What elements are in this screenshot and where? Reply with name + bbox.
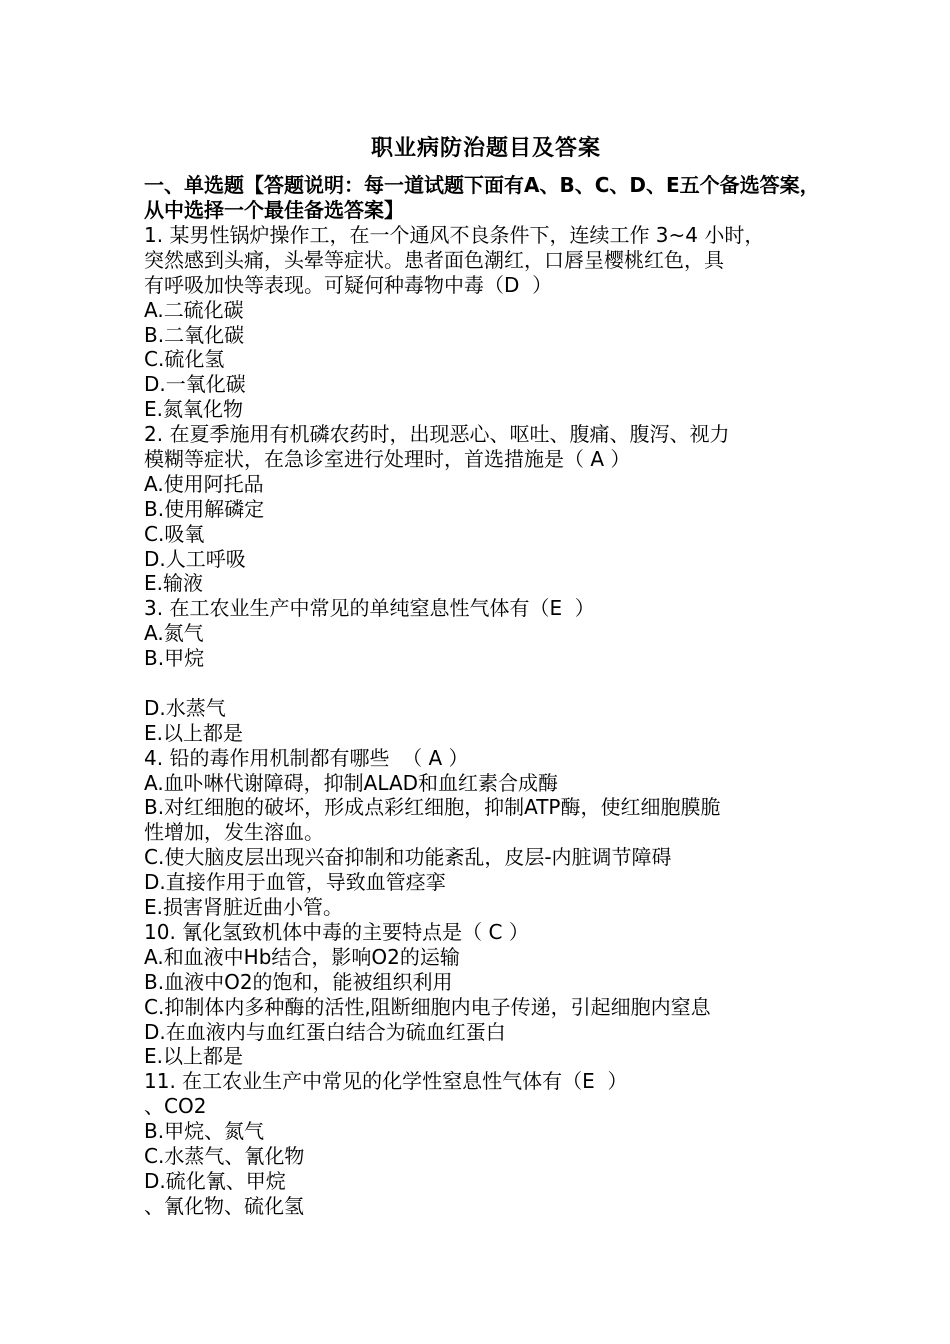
text-line: A.使用阿托品 (144, 471, 264, 496)
text-line: 有呼吸加快等表现。可疑何种毒物中毒（D ） (144, 272, 553, 297)
text-line: 1. 某男性锅炉操作工，在一个通风不良条件下，连续工作 3~4 小时， (144, 223, 765, 247)
text-line: C.使大脑皮层出现兴奋抑制和功能紊乱，皮层-内脏调节障碍 (144, 845, 672, 870)
text-line: C.吸氧 (144, 521, 205, 546)
text-line: 性增加，发生溶血。 (144, 820, 324, 845)
text-line: D.人工呼吸 (144, 546, 246, 571)
text-line: 2. 在夏季施用有机磷农药时，出现恶心、呕吐、腹痛、腹泻、视力 (144, 422, 730, 447)
text-line: C.水蒸气、氰化物 (144, 1143, 305, 1168)
text-line: D.在血液内与血红蛋白结合为硫血红蛋白 (144, 1019, 506, 1044)
question-list (144, 223, 824, 1219)
text-line: B.血液中O2的饱和，能被组织利用 (144, 969, 453, 994)
text-line: 、氰化物、硫化氢 (144, 1193, 304, 1218)
text-line: C.抑制体内多种酶的活性,阻断细胞内电子传递，引起细胞内窒息 (144, 994, 711, 1019)
text-line: B.使用解磷定 (144, 496, 265, 521)
text-line: 3. 在工农业生产中常见的单纯窒息性气体有（E ） (144, 596, 595, 621)
text-line: E.损害肾脏近曲小管。 (144, 895, 343, 920)
text-line: D.水蒸气 (144, 695, 226, 720)
text-line: 10. 氰化氢致机体中毒的主要特点是（ C ） (144, 919, 529, 944)
text-line: A.氮气 (144, 621, 204, 646)
text-line: E.以上都是 (144, 720, 243, 745)
text-line: 4. 铅的毒作用机制都有哪些 （ A ） (144, 745, 469, 770)
text-line: 、CO2 (144, 1094, 207, 1119)
text-line: 突然感到头痛，头晕等症状。患者面色潮红，口唇呈樱桃红色，具 (144, 247, 724, 272)
text-line: 11. 在工农业生产中常见的化学性窒息性气体有（E ） (144, 1069, 628, 1094)
text-line: E.以上都是 (144, 1044, 243, 1069)
document-page (144, 133, 824, 1219)
text-line (144, 671, 824, 696)
text-line: E.氮氧化物 (144, 397, 243, 422)
text-line: E.输液 (144, 571, 203, 596)
text-line: 模糊等症状，在急诊室进行处理时，首选措施是（ A ） (144, 447, 631, 472)
text-line: A.二硫化碳 (144, 297, 244, 322)
text-line: A.和血液中Hb结合，影响O2的运输 (144, 944, 460, 969)
text-line: B.甲烷 (144, 646, 205, 671)
text-line: B.对红细胞的破坏，形成点彩红细胞，抑制ATP酶，使红细胞膜脆 (144, 795, 721, 820)
text-line: D.直接作用于血管，导致血管痉挛 (144, 870, 446, 895)
section-heading: 一、单选题【答题说明：每一道试题下面有A、B、C、D、E五个备选答案，从中选择一个最佳备选答案】 (144, 173, 820, 222)
text-line: B.甲烷、氮气 (144, 1119, 265, 1144)
text-line: D.一氧化碳 (144, 372, 246, 397)
text-line: D.硫化氰、甲烷 (144, 1168, 286, 1193)
text-line: C.硫化氢 (144, 347, 225, 372)
page-title: 职业病防治题目及答案 (370, 136, 601, 161)
text-line: A.血卟啉代谢障碍，抑制ALAD和血红素合成酶 (144, 770, 559, 795)
text-line: B.二氧化碳 (144, 322, 245, 347)
